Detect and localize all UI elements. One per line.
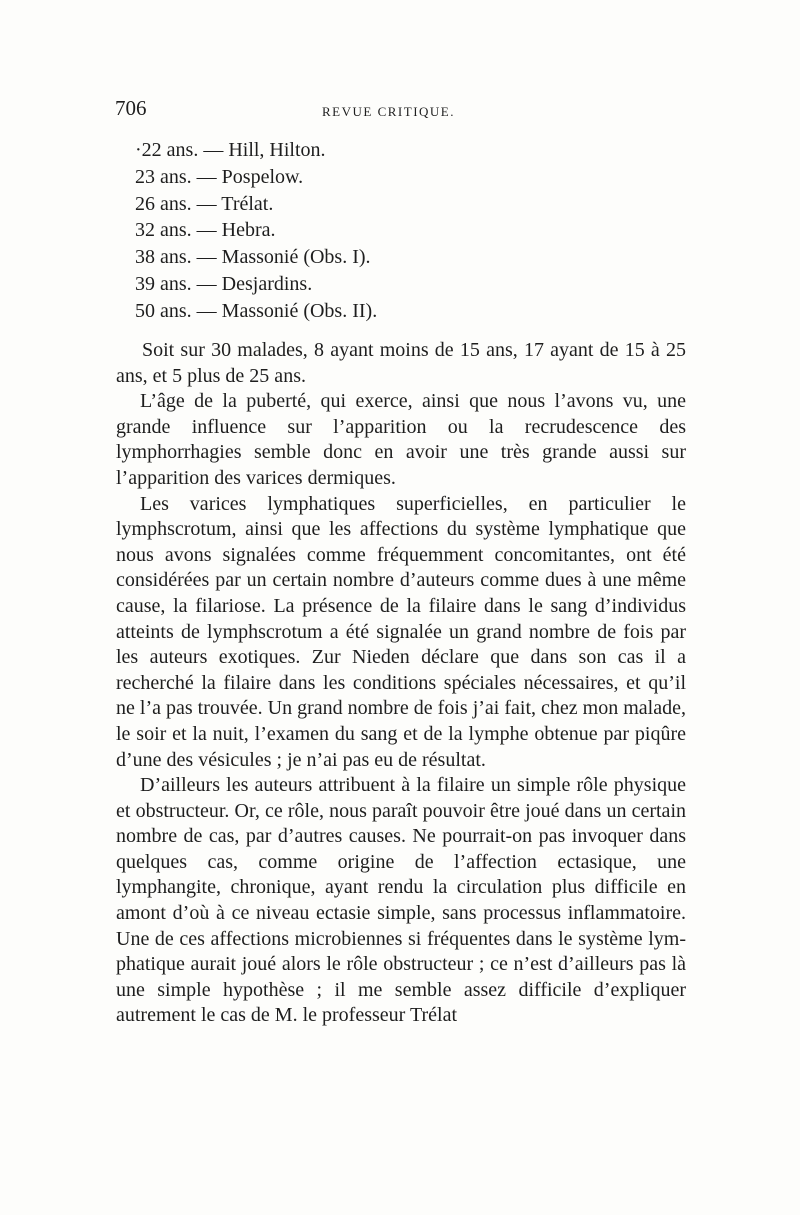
list-item: ·22 ans. — Hill, Hilton.	[135, 139, 326, 161]
list-item: 23 ans. — Pospelow.	[135, 165, 304, 188]
paragraph-puberty: L’âge de la puberté, qui exerce, ainsi que nous l’avons vu, une grande influence sur l’apparition ou la recrudescence des lymphorrhagies semble donc en avoir une très grande aussi sur l’apparition des varices dermiques.	[116, 390, 686, 489]
running-title: REVUE CRITIQUE.	[322, 104, 455, 119]
page-number: 706	[115, 96, 147, 120]
paragraph-filariose: Les varices lymphatiques superficielles, en particulier le lymphscrotum, ainsi que les affections du système lymphatique que nous avons signalées comme fréquemment concomitantes, ont été considérées par un certain nombre d’auteurs comme dues à une même cause, la filariose. La présence de la filaire dans le sang d’individus atteints de lymphscrotum a été signalée un grand nombre de fois par les auteurs exotiques. Zur Nieden déclare que dans son cas il a recherché la filaire dans les conditions spéciales nécessaires, et qu’il ne l’a pas trouvée. Un grand nombre de fois j’ai fait, chez mon malade, le soir et la nuit, l’examen du sang et de la lymphe obtenue par piqûre d’une des vésicules ; je n’ai pas eu de résultat.	[116, 492, 686, 771]
age-list	[135, 137, 377, 325]
list-item: 39 ans. — Desjardins.	[135, 272, 313, 295]
body-text	[116, 338, 686, 1029]
list-item: 26 ans. — Trélat.	[135, 192, 274, 215]
paragraph-obstruction: D’ailleurs les auteurs attribuent à la filaire un simple rôle physique et obstructeur. Or, ce rôle, nous paraît pouvoir être joué dans un certain nombre de cas, par d’autres causes. Ne pourrait-on pas invoquer dans quelques cas, comme origine de l’affection ectasique, une lymphangite, chronique, ayant rendu la circulation plus difficile en amont d’où à ce niveau ectasie simple, sans processus inflammatoire. Une de ces affections microbiennes si fréquentes dans le système lymphatique aurait joué alors le rôle obstructeur ; ce n’est d’ailleurs pas là une simple hypothèse ; il me semble assez difficile d’expliquer autrement le cas de M. le professeur Trélat	[116, 774, 686, 1027]
list-item: 32 ans. — Hebra.	[135, 219, 276, 242]
list-item: 50 ans. — Massonié (Obs. II).	[135, 299, 378, 322]
list-item: 38 ans. — Massonié (Obs. I).	[135, 246, 371, 269]
paragraph-summary: Soit sur 30 malades, 8 ayant moins de 15 ans, 17 ayant de 15 à 25 ans, et 5 plus de 25 ans.	[116, 339, 686, 387]
